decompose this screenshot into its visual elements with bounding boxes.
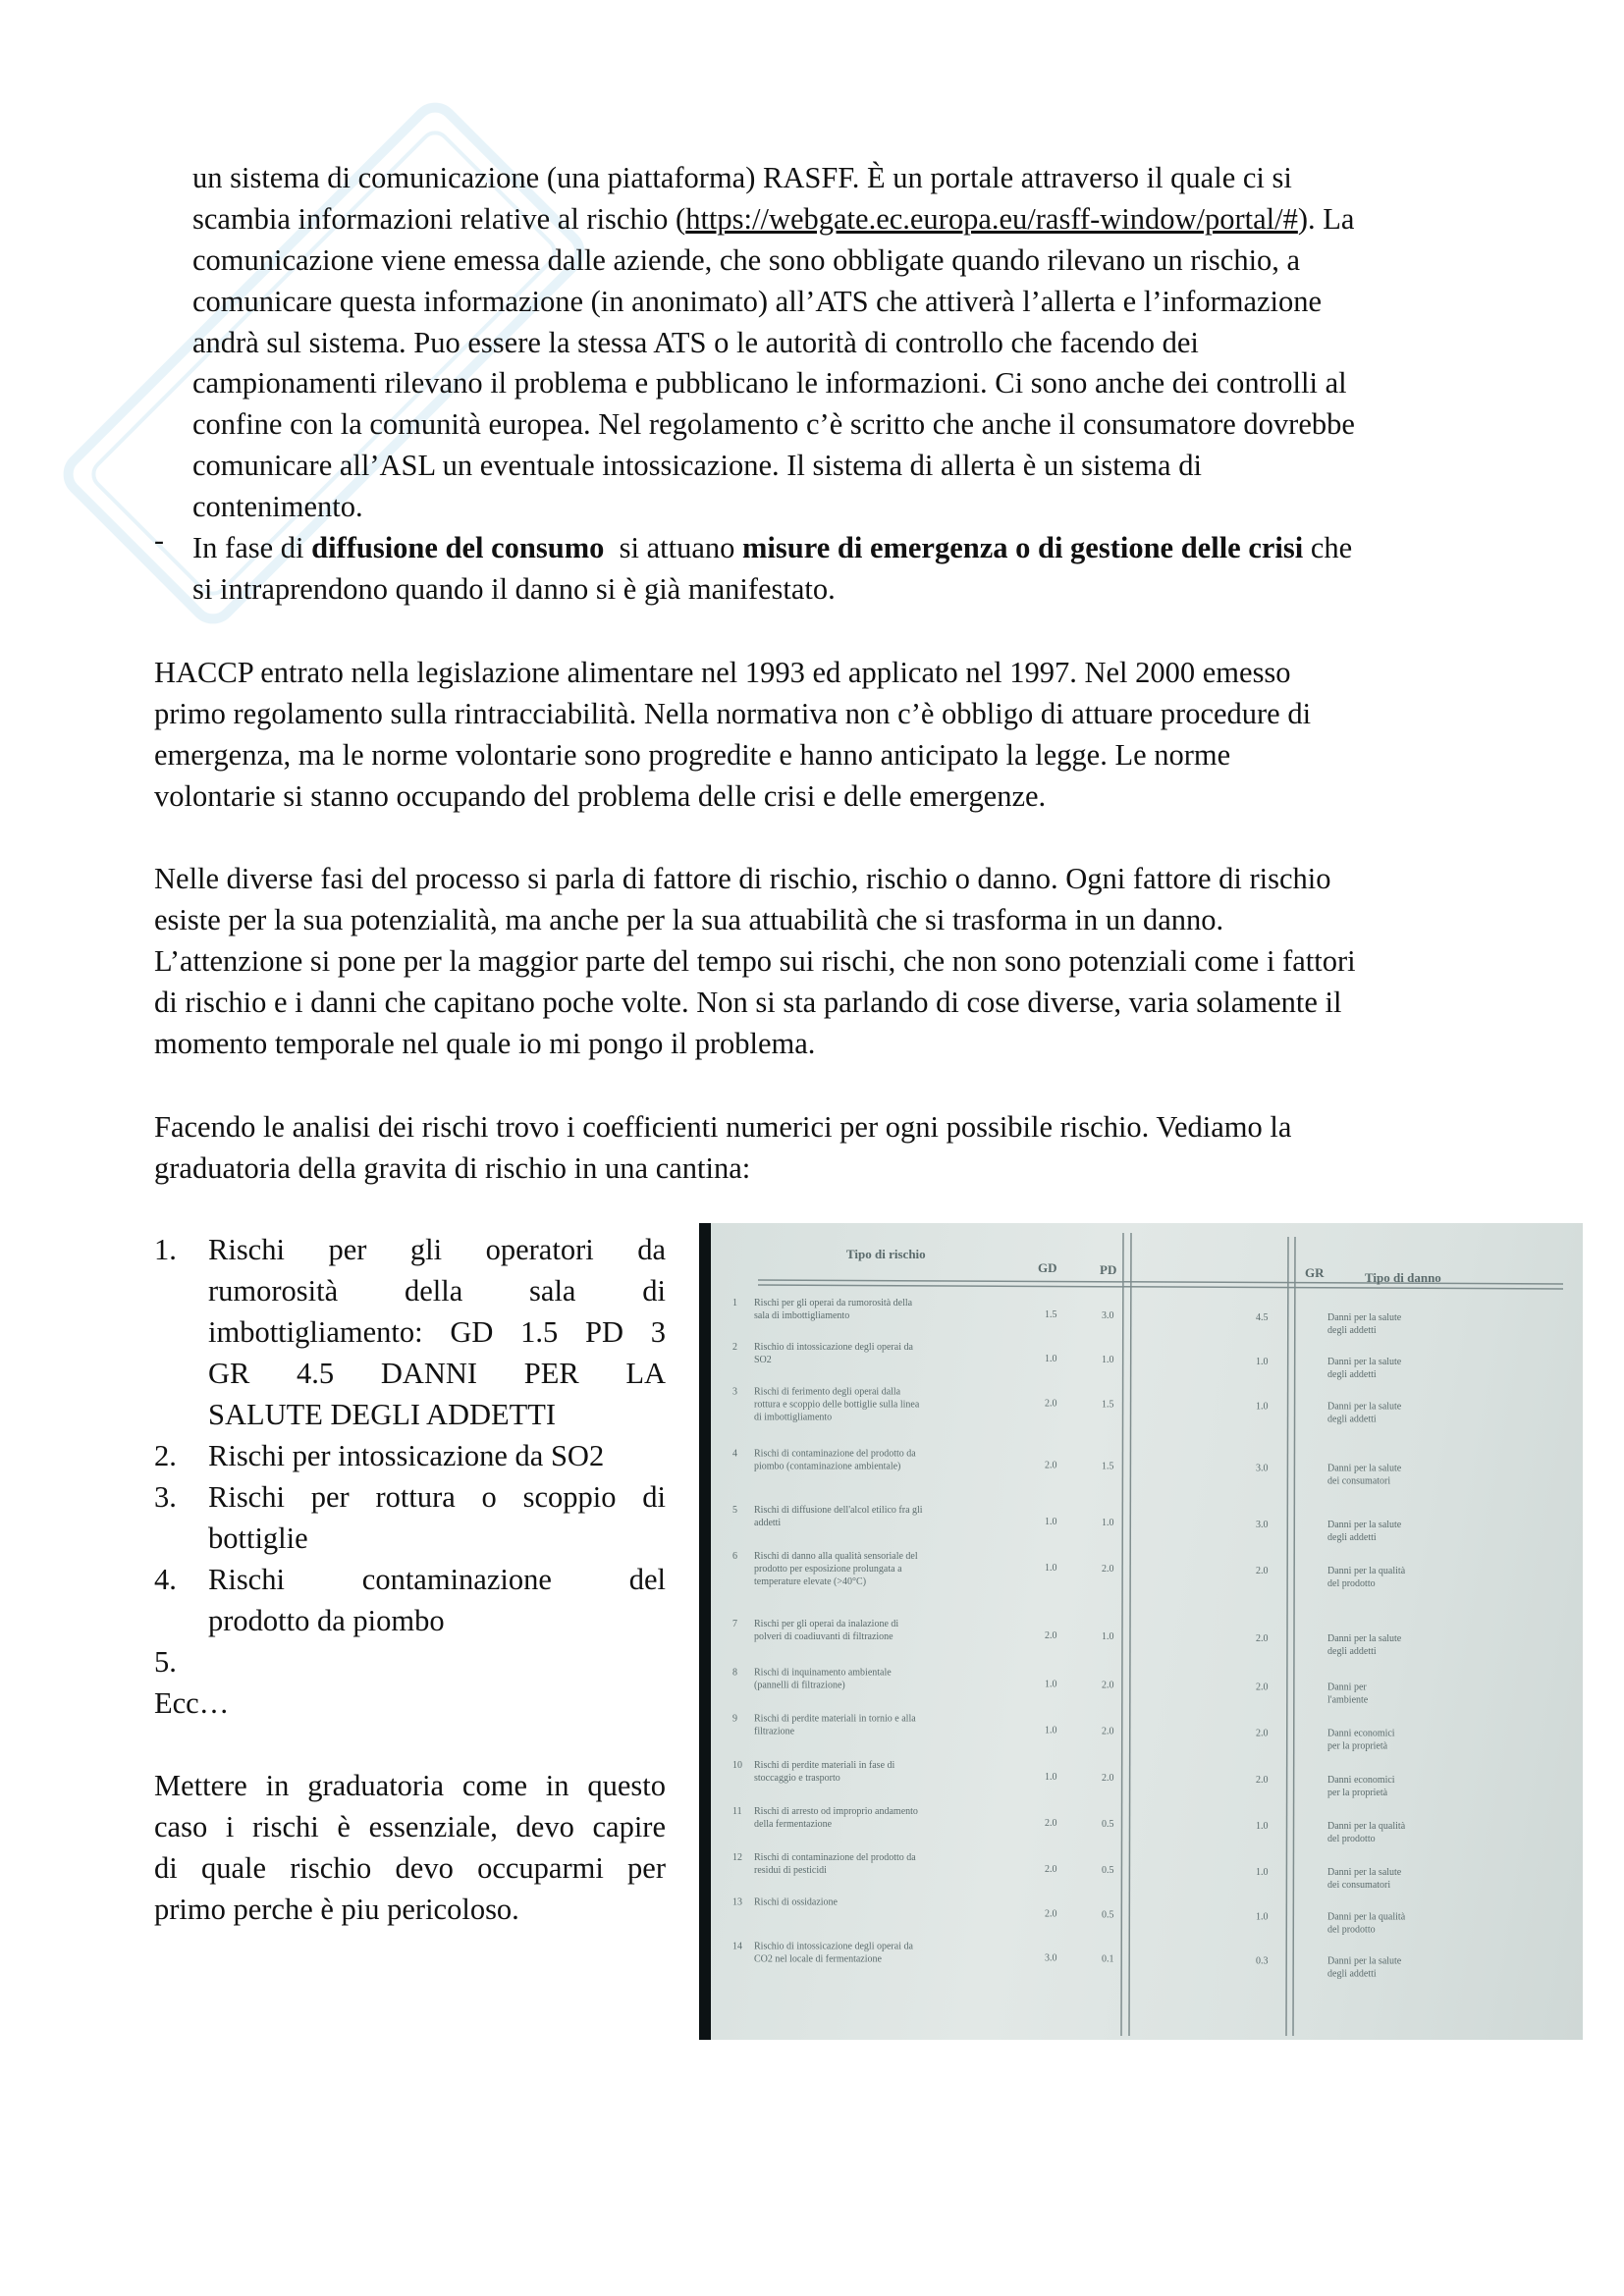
- row-gd: 2.0: [1045, 1630, 1057, 1642]
- row-pd: 1.0: [1102, 1631, 1114, 1643]
- row-pd: 2.0: [1102, 1680, 1114, 1691]
- row-description: Rischio di intossicazione degli operai da: [754, 1342, 913, 1354]
- row-description: prodotto per esposizione prolungata a: [754, 1564, 902, 1575]
- text-line: caso i rischi è essenziale, devo capire: [154, 1810, 666, 1843]
- row-description: CO2 nel locale di fermentazione: [754, 1953, 882, 1965]
- row-number: 2: [732, 1342, 737, 1354]
- row-pd: 0.5: [1102, 1909, 1114, 1921]
- row-number: 5: [732, 1504, 737, 1516]
- list-line: imbottigliamento: GD 1.5 PD 3: [208, 1315, 666, 1349]
- row-number: 4: [732, 1448, 737, 1460]
- row-danno: del prodotto: [1327, 1834, 1376, 1844]
- row-description: della fermentazione: [754, 1819, 833, 1830]
- row-description: Rischi di inquinamento ambientale: [754, 1667, 892, 1679]
- col-divider: [1121, 1233, 1123, 2036]
- row-description: SO2: [754, 1355, 772, 1366]
- text-fragment: scambia informazioni relative al rischio (: [192, 202, 686, 236]
- text-fragment: In fase di: [192, 531, 312, 564]
- row-gd: 2.0: [1045, 1864, 1057, 1876]
- row-gr: 4.5: [1256, 1312, 1269, 1323]
- text-line: andrà sul sistema. Puo essere la stessa ATS o le autorità di controllo che facendo dei: [192, 326, 1199, 359]
- row-danno: Danni per la salute: [1327, 1312, 1402, 1323]
- header-rule: [758, 1280, 1563, 1284]
- header-pd: PD: [1100, 1262, 1117, 1277]
- row-danno: degli addetti: [1327, 1646, 1377, 1658]
- row-description: (pannelli di filtrazione): [754, 1680, 845, 1691]
- row-description: Rischi di contaminazione del prodotto da: [754, 1448, 916, 1460]
- row-gr: 2.0: [1256, 1774, 1269, 1786]
- text-line: [192, 199, 1481, 240]
- row-number: 11: [732, 1806, 742, 1817]
- header-danno: Tipo di danno: [1365, 1270, 1441, 1285]
- row-gr: 3.0: [1256, 1519, 1269, 1530]
- row-danno: del prodotto: [1327, 1924, 1376, 1936]
- col-divider: [1293, 1237, 1295, 2036]
- list-line: Rischi contaminazione del: [208, 1563, 666, 1596]
- text-line: di rischio e i danni che capitano poche volte. Non si sta parlando di cose diverse, varia solamente il: [154, 986, 1342, 1019]
- row-pd: 2.0: [1102, 1726, 1114, 1737]
- row-pd: 0.1: [1102, 1953, 1114, 1965]
- row-danno: degli addetti: [1327, 1531, 1377, 1543]
- text-line: graduatoria della gravita di rischio in una cantina:: [154, 1151, 751, 1185]
- row-description: Rischi di arresto od improprio andamento: [754, 1806, 918, 1817]
- row-number: 12: [732, 1852, 742, 1864]
- row-gr: 3.0: [1256, 1463, 1269, 1474]
- text-line: emergenza, ma le norme volontarie sono progredite e hanno anticipato la legge. Le norme: [154, 738, 1231, 772]
- text-line: un sistema di comunicazione (una piattaforma) RASFF. È un portale attraverso il quale ci si: [192, 161, 1292, 194]
- row-description: addetti: [754, 1517, 782, 1528]
- row-gr: 0.3: [1256, 1955, 1269, 1967]
- text-line: contenimento.: [192, 490, 363, 523]
- col-divider: [1129, 1233, 1131, 2036]
- row-gr: 2.0: [1256, 1566, 1269, 1576]
- row-danno: per la proprietà: [1327, 1740, 1388, 1752]
- row-gd: 3.0: [1045, 1952, 1057, 1964]
- bullet-line: [192, 528, 1508, 569]
- row-danno: Danni per: [1327, 1682, 1367, 1693]
- row-danno: dei consumatori: [1327, 1880, 1391, 1892]
- row-danno: Danni per la salute: [1327, 1633, 1402, 1645]
- row-danno: Danni per la qualità: [1327, 1566, 1406, 1576]
- text-line: comunicazione viene emessa dalle aziende, che sono obbligate quando rilevano un rischio, a: [192, 243, 1301, 277]
- list-line: Rischi per rottura o scoppio di: [208, 1480, 666, 1514]
- text-fragment: si attuano: [604, 531, 743, 564]
- row-gr: 1.0: [1256, 1911, 1269, 1923]
- text-line: Facendo le analisi dei rischi trovo i coefficienti numerici per ogni possibile rischio. Vediamo la: [154, 1110, 1292, 1144]
- row-number: 1: [732, 1298, 737, 1308]
- list-line: rumorosità della sala di: [208, 1274, 666, 1308]
- row-number: 13: [732, 1896, 742, 1908]
- row-pd: 1.0: [1102, 1355, 1114, 1366]
- list-line: Rischi per intossicazione da SO2: [208, 1439, 605, 1472]
- row-description: Rischi di perdite materiali in fase di: [754, 1759, 895, 1771]
- row-danno: Danni economici: [1327, 1728, 1395, 1739]
- row-description: Rischi di ossidazione: [754, 1896, 838, 1908]
- row-gr: 1.0: [1256, 1401, 1269, 1413]
- row-gd: 1.0: [1045, 1725, 1057, 1736]
- row-description: rottura e scoppio delle bottiglie sulla linea: [754, 1399, 920, 1411]
- row-description: stoccaggio e trasporto: [754, 1772, 840, 1784]
- bold-phrase: misure di emergenza o di gestione delle crisi: [742, 531, 1304, 564]
- row-description: Rischi di contaminazione del prodotto da: [754, 1852, 916, 1864]
- row-danno: Danni per la salute: [1327, 1519, 1402, 1530]
- row-description: Rischi di diffusione dell'alcol etilico fra gli: [754, 1504, 923, 1516]
- list-number: 5.: [154, 1645, 177, 1679]
- row-description: Rischi di perdite materiali in tornio e alla: [754, 1713, 916, 1725]
- row-description: sala di imbottigliamento: [754, 1310, 850, 1321]
- list-line: bottiglie: [208, 1522, 308, 1555]
- text-line: Nelle diverse fasi del processo si parla di fattore di rischio, rischio o danno. Ogni fattore di rischio: [154, 862, 1331, 895]
- list-number: 2.: [154, 1439, 177, 1472]
- row-description: residui di pesticidi: [754, 1865, 827, 1877]
- row-number: 6: [732, 1551, 737, 1562]
- row-danno: Danni per la salute: [1327, 1357, 1402, 1368]
- header-gr: GR: [1305, 1265, 1325, 1280]
- row-description: di imbottigliamento: [754, 1412, 833, 1423]
- row-number: 8: [732, 1667, 737, 1679]
- rasff-portal-link[interactable]: https://webgate.ec.europa.eu/rasff-window/portal/#: [685, 202, 1298, 236]
- row-danno: degli addetti: [1327, 1325, 1377, 1336]
- row-gd: 1.0: [1045, 1771, 1057, 1783]
- list-number: 3.: [154, 1480, 177, 1514]
- row-pd: 1.0: [1102, 1517, 1114, 1528]
- text-fragment: che: [1303, 531, 1353, 564]
- list-number: 1.: [154, 1233, 177, 1266]
- row-pd: 2.0: [1102, 1564, 1114, 1575]
- row-gd: 1.5: [1045, 1309, 1057, 1320]
- list-line: Rischi per gli operatori da: [208, 1233, 666, 1266]
- row-number: 9: [732, 1713, 737, 1725]
- row-number: 14: [732, 1941, 742, 1952]
- text-line: Mettere in graduatoria come in questo: [154, 1769, 666, 1802]
- row-danno: Danni per la qualità: [1327, 1911, 1406, 1923]
- ecc-text: Ecc…: [154, 1686, 230, 1720]
- row-pd: 3.0: [1102, 1310, 1114, 1321]
- text-line: volontarie si stanno occupando del problema delle crisi e delle emergenze.: [154, 779, 1047, 813]
- row-danno: Danni per la salute: [1327, 1401, 1402, 1413]
- row-description: Rischio di intossicazione degli operai da: [754, 1941, 913, 1952]
- row-pd: 1.5: [1102, 1461, 1114, 1472]
- row-number: 7: [732, 1619, 737, 1630]
- row-gd: 1.0: [1045, 1563, 1057, 1574]
- row-danno: l'ambiente: [1327, 1694, 1369, 1706]
- text-fragment: ). La: [1297, 202, 1355, 236]
- row-danno: per la proprietà: [1327, 1787, 1388, 1798]
- list-line: GR 4.5 DANNI PER LA: [208, 1357, 666, 1390]
- text-line: campionamenti rilevano il problema e pubblicano le informazioni. Ci sono anche dei controlli al: [192, 366, 1347, 400]
- row-pd: 0.5: [1102, 1865, 1114, 1877]
- bold-phrase: diffusione del consumo: [311, 531, 605, 564]
- row-description: Rischi per gli operai da rumorosità della: [754, 1298, 913, 1308]
- row-description: Rischi di ferimento degli operai dalla: [754, 1386, 901, 1398]
- row-number: 3: [732, 1386, 737, 1398]
- row-gr: 2.0: [1256, 1682, 1269, 1693]
- header-gd: GD: [1038, 1260, 1057, 1275]
- row-pd: 0.5: [1102, 1819, 1114, 1830]
- row-pd: 1.5: [1102, 1399, 1114, 1411]
- text-line: confine con la comunità europea. Nel regolamento c’è scritto che anche il consumatore dovrebbe: [192, 407, 1355, 441]
- header-tipo: Tipo di rischio: [846, 1247, 926, 1261]
- row-gd: 2.0: [1045, 1460, 1057, 1471]
- row-danno: Danni per la salute: [1327, 1867, 1402, 1879]
- row-danno: degli addetti: [1327, 1369, 1377, 1381]
- row-gd: 1.0: [1045, 1679, 1057, 1690]
- row-gd: 1.0: [1045, 1516, 1057, 1527]
- text-line: HACCP entrato nella legislazione alimentare nel 1993 ed applicato nel 1997. Nel 2000 emesso: [154, 656, 1291, 689]
- row-description: Rischi di danno alla qualità sensoriale del: [754, 1551, 918, 1562]
- row-danno: Danni per la salute: [1327, 1463, 1402, 1474]
- header-rule: [758, 1285, 1563, 1289]
- row-gr: 1.0: [1256, 1821, 1269, 1832]
- row-danno: degli addetti: [1327, 1968, 1377, 1980]
- text-line: comunicare questa informazione (in anonimato) all’ATS che attiverà l’allerta e l’informazione: [192, 285, 1323, 318]
- row-danno: Danni per la qualità: [1327, 1821, 1406, 1832]
- list-number: 4.: [154, 1563, 177, 1596]
- text-line: di quale rischio devo occuparmi per: [154, 1851, 666, 1885]
- row-gd: 2.0: [1045, 1398, 1057, 1410]
- row-gr: 2.0: [1256, 1728, 1269, 1739]
- text-line: L’attenzione si pone per la maggior parte del tempo sui rischi, che non sono potenziali come i fattori: [154, 944, 1356, 978]
- row-danno: del prodotto: [1327, 1578, 1376, 1589]
- list-line: SALUTE DEGLI ADDETTI: [208, 1398, 557, 1431]
- text-line: primo regolamento sulla rintracciabilità. Nella normativa non c’è obbligo di attuare procedure di: [154, 697, 1312, 730]
- row-pd: 2.0: [1102, 1772, 1114, 1784]
- row-description: polveri di coadiuvanti di filtrazione: [754, 1631, 893, 1643]
- row-gr: 1.0: [1256, 1357, 1269, 1368]
- text-line: primo perche è piu pericoloso.: [154, 1893, 519, 1926]
- bullet-dash: -: [154, 524, 164, 557]
- row-description: temperature elevate (>40°C): [754, 1576, 867, 1587]
- row-description: piombo (contaminazione ambientale): [754, 1461, 901, 1472]
- row-gd: 1.0: [1045, 1354, 1057, 1365]
- text-line: momento temporale nel quale io mi pongo il problema.: [154, 1027, 816, 1060]
- list-line: prodotto da piombo: [208, 1604, 445, 1637]
- row-gr: 1.0: [1256, 1867, 1269, 1879]
- row-gd: 2.0: [1045, 1818, 1057, 1829]
- table-body: [732, 1247, 1441, 1980]
- risk-table-photo: [699, 1223, 1583, 2040]
- row-danno: Danni economici: [1327, 1774, 1395, 1786]
- col-divider: [1286, 1237, 1288, 2036]
- row-danno: Danni per la salute: [1327, 1955, 1402, 1967]
- text-line: esiste per la sua potenzialità, ma anche per la sua attuabilità che si trasforma in un danno.: [154, 903, 1224, 936]
- row-description: Rischi per gli operai da inalazione di: [754, 1619, 899, 1630]
- row-gr: 2.0: [1256, 1633, 1269, 1645]
- row-description: filtrazione: [754, 1726, 795, 1737]
- row-number: 10: [732, 1759, 742, 1771]
- row-danno: dei consumatori: [1327, 1475, 1391, 1487]
- row-danno: degli addetti: [1327, 1414, 1377, 1425]
- text-line: comunicare all’ASL un eventuale intossicazione. Il sistema di allerta è un sistema di: [192, 449, 1202, 482]
- bullet-line: si intraprendono quando il danno si è già manifestato.: [192, 572, 836, 606]
- risk-table: [699, 1223, 1583, 2040]
- row-gd: 2.0: [1045, 1908, 1057, 1920]
